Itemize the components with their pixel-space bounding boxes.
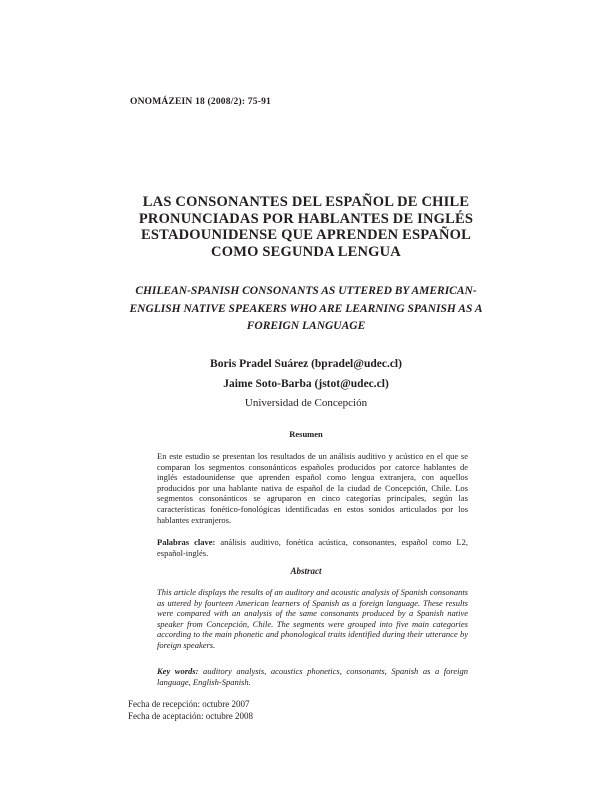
abstract-heading: Abstract (290, 566, 322, 576)
abstract-keywords-text: auditory analysis, acoustics phonetics, consonants, Spanish as a foreign language, English-Spanish. (157, 666, 469, 687)
article-title-english: CHILEAN-SPANISH CONSONANTS AS UTTERED BY AMERICAN-ENGLISH NATIVE SPEAKERS WHO ARE LEARNING SPANISH AS A FOREIGN LANGUAGE (129, 285, 483, 332)
author-block (128, 354, 484, 413)
article-title-spanish: LAS CONSONANTES DEL ESPAÑOL DE CHILE PRONUNCIADAS POR HABLANTES DE INGLÉS ESTADOUNIDENSE QUE APRENDEN ESPAÑOL COMO SEGUNDA LENGUA (138, 194, 474, 260)
reception-date: Fecha de recepción: octubre 2007 (128, 699, 250, 709)
affiliation: Universidad de Concepción (244, 397, 368, 409)
resumen-keywords-label: Palabras clave: (157, 537, 216, 547)
abstract-keywords (157, 666, 468, 687)
abstract-keywords-label: Key words: (157, 666, 199, 676)
resumen-body: En este estudio se presentan los resultados de un análisis auditivo y acústico en el que se comparan los segmentos consonánticos españoles producidos por catorce hablantes de inglés estadounidense que aprenden español como lengua extranjera, con aquellos producidos por una hablante nativa de español de la ciudad de Concepción, Chile. Los segmentos consonánticos se agruparon en cinco categorías principales, según las características fonético-fonológicas identificadas en estos sonidos articulados por los hablantes extranjeros. (157, 451, 468, 525)
resumen-heading: Resumen (289, 429, 323, 439)
date-footer (128, 699, 253, 722)
acceptance-date: Fecha de aceptación: octubre 2008 (128, 710, 253, 721)
resumen-keywords (157, 537, 468, 558)
author-line-2: Jaime Soto-Barba (jstot@udec.cl) (223, 378, 389, 390)
resumen-keywords-text: análisis auditivo, fonética acústica, consonantes, español como L2, español-inglés. (157, 537, 468, 558)
author-line-1: Boris Pradel Suárez (bpradel@udec.cl) (210, 358, 402, 370)
abstract-body: This article displays the results of an auditory and acoustic analysis of Spanish consonants as uttered by fourteen American learners of Spanish as a foreign language. These results were compared with an analysis of the same consonants produced by a Spanish native speaker from Concepción, Chile. The segments were grouped into five main categories according to the main phonetic and phonological traits identified during their utterance by foreign speakers. (157, 587, 468, 650)
journal-header: ONOMÁZEIN 18 (2008/2): 75-91 (130, 97, 271, 107)
